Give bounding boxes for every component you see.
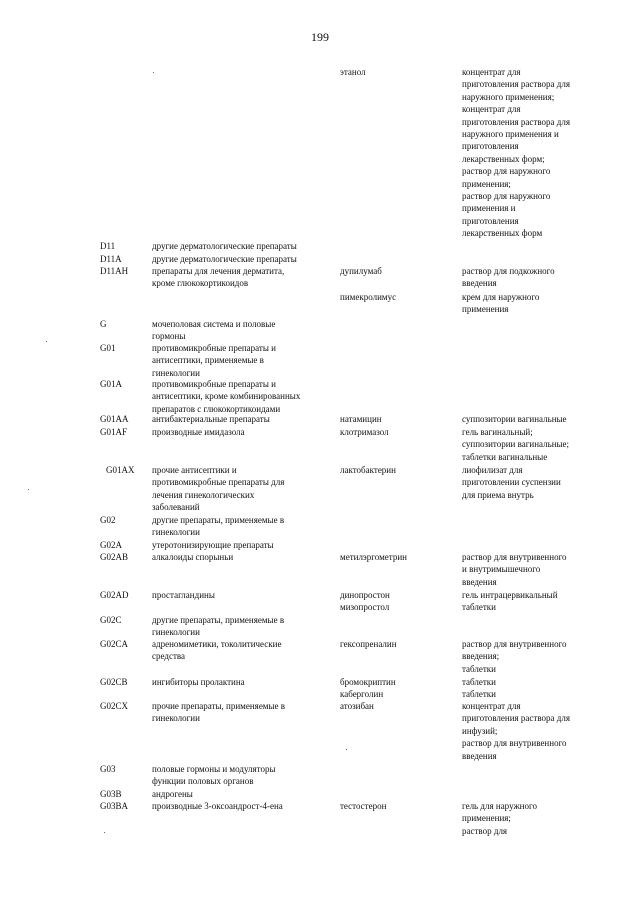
drug-name: гексопреналин <box>340 639 397 649</box>
dosage-form: раствор для внутривенного <box>462 738 567 749</box>
atc-code: G02 <box>100 515 116 525</box>
atc-code: G02CA <box>100 639 129 649</box>
dosage-form: введения <box>462 576 497 587</box>
dosage-form: применения и <box>462 203 516 214</box>
atc-code: D11 <box>100 241 116 251</box>
drug-name: мизопростол <box>340 602 390 613</box>
atc-code: G01 <box>100 343 116 353</box>
dosage-form: раствор для наружного <box>462 191 551 201</box>
group-description: прочие препараты, применяемые в <box>152 701 286 711</box>
drug-name: атозибан <box>340 701 374 711</box>
dosage-form: гель интрацервикальный <box>462 590 558 600</box>
dosage-form: раствор для наружного <box>462 166 551 177</box>
dosage-form: суппозитории вагинальные; <box>462 439 570 450</box>
group-description: противомикробные препараты и <box>152 379 276 389</box>
group-description: гормоны <box>152 331 186 342</box>
dosage-form: крем для наружного <box>462 292 540 302</box>
group-description: алкалоиды спорыньи <box>152 552 234 562</box>
group-description: гинекологии <box>152 713 200 724</box>
group-description: ингибиторы пролактина <box>152 677 245 687</box>
atc-code: G01AX <box>106 465 135 475</box>
dosage-form: применения <box>462 304 509 315</box>
group-description: препараты для лечения дерматита, <box>152 266 285 276</box>
page-number: 199 <box>311 30 329 44</box>
scan-speck <box>28 489 29 490</box>
group-description: простагландины <box>152 590 215 600</box>
group-description: гинекологии <box>152 627 200 638</box>
dosage-form: таблетки <box>462 677 497 687</box>
group-description: прочие антисептики и <box>152 465 237 475</box>
atc-code: G02CB <box>100 677 128 687</box>
drug-name: метилэргометрин <box>340 552 407 562</box>
drug-name: каберголин <box>340 689 384 700</box>
dosage-form: лекарственных форм <box>462 228 543 239</box>
group-description: производные 3-оксоандрост-4-ена <box>152 801 283 811</box>
group-description: другие дерматологические препараты <box>152 254 297 264</box>
group-description: мочеполовая система и половые <box>152 319 276 329</box>
atc-code: D11A <box>100 254 122 264</box>
scan-speck <box>46 341 47 342</box>
group-description: противомикробные препараты и <box>152 343 276 353</box>
dosage-form: применения; <box>462 178 511 189</box>
group-description: утеротонизирующие препараты <box>152 540 274 550</box>
group-description: антибактериальные препараты <box>152 414 270 424</box>
group-description: препаратов с глюкокортикоидами <box>152 403 281 414</box>
dosage-form: концентрат для <box>462 104 521 115</box>
drug-name: пимекролимус <box>340 292 397 302</box>
dosage-form: приготовления <box>462 215 519 226</box>
drug-name: бромокриптин <box>340 677 396 687</box>
dosage-form: таблетки <box>462 602 497 613</box>
atc-code: G03 <box>100 764 116 774</box>
group-description: половые гормоны и модуляторы <box>152 764 276 774</box>
dosage-form: приготовления <box>462 141 519 152</box>
dosage-form: таблетки вагинальные <box>462 451 548 462</box>
dosage-form: приготовлении суспензии <box>462 477 561 488</box>
group-description: другие препараты, применяемые в <box>152 515 285 525</box>
dosage-form: инфузий; <box>462 725 498 736</box>
dosage-form: раствор для внутривенного <box>462 552 567 562</box>
dosage-form: введения <box>462 278 497 289</box>
drug-name: лактобактерин <box>340 465 396 475</box>
group-description: лечения гинекологических <box>152 489 255 500</box>
dosage-form: суппозитории вагинальные <box>462 414 567 424</box>
atc-code: G02AB <box>100 552 129 562</box>
dosage-form: наружного применения; <box>462 91 555 102</box>
group-description: производные имидазола <box>152 427 245 437</box>
group-description: гинекологии <box>152 527 200 538</box>
atc-code: G <box>100 319 107 329</box>
drug-name: дупилумаб <box>340 266 382 276</box>
atc-code: G02A <box>100 540 122 550</box>
dosage-form: раствор для подкожного <box>462 266 555 276</box>
group-description: кроме глюкокортикоидов <box>152 278 249 289</box>
dosage-form: применения; <box>462 813 511 824</box>
dosage-form: раствор для внутривенного <box>462 639 567 649</box>
atc-code: G01AA <box>100 414 129 424</box>
dosage-form: наружного применения и <box>462 129 559 139</box>
drug-name: тестостерон <box>340 801 387 811</box>
dosage-form: гель вагинальный; <box>462 427 533 437</box>
dosage-form: приготовления раствора для <box>462 79 570 90</box>
group-description: функции половых органов <box>152 776 254 787</box>
group-description: андрогены <box>152 789 193 799</box>
group-description: антисептики, применяемые в <box>152 355 264 366</box>
dosage-form: лекарственных форм; <box>462 153 545 164</box>
dosage-form: раствор для <box>462 825 508 836</box>
scan-speck <box>104 832 105 833</box>
group-description: другие дерматологические препараты <box>152 241 297 251</box>
drug-name: натамицин <box>340 414 382 424</box>
dosage-form: введения <box>462 750 497 761</box>
atc-code: G02C <box>100 615 122 625</box>
group-description: антисептики, кроме комбинированных <box>152 391 301 402</box>
group-description: средства <box>152 651 186 662</box>
dosage-form: концентрат для <box>462 701 521 711</box>
atc-code: G03B <box>100 789 122 799</box>
group-description: заболеваний <box>152 502 200 513</box>
dosage-form: и внутримышечного <box>462 564 541 575</box>
dosage-form: введения; <box>462 651 500 662</box>
atc-code: G01AF <box>100 427 128 437</box>
atc-code: G02AD <box>100 590 129 600</box>
dosage-form: для приема внутрь <box>462 489 534 500</box>
atc-code: G02CX <box>100 701 129 711</box>
dosage-form: приготовления раствора для <box>462 116 570 127</box>
atc-code: D11AH <box>100 266 129 276</box>
atc-code: G03BA <box>100 801 129 811</box>
dosage-form: таблетки <box>462 689 497 700</box>
drug-name: этанол <box>340 67 366 77</box>
group-description: противомикробные препараты для <box>152 477 285 488</box>
scan-speck <box>153 72 154 73</box>
scan-speck <box>346 749 347 750</box>
group-description: другие препараты, применяемые в <box>152 615 285 625</box>
dosage-form: лиофилизат для <box>462 465 523 475</box>
dosage-form: концентрат для <box>462 67 521 77</box>
dosage-form: приготовления раствора для <box>462 713 570 724</box>
dosage-form: таблетки <box>462 663 497 674</box>
group-description: гинекологии <box>152 367 200 378</box>
atc-code: G01A <box>100 379 122 389</box>
drug-name: клотримазол <box>340 427 389 437</box>
group-description: адреномиметики, токолитические <box>152 639 282 649</box>
dosage-form: гель для наружного <box>462 801 537 811</box>
drug-name: динопростон <box>340 590 390 600</box>
